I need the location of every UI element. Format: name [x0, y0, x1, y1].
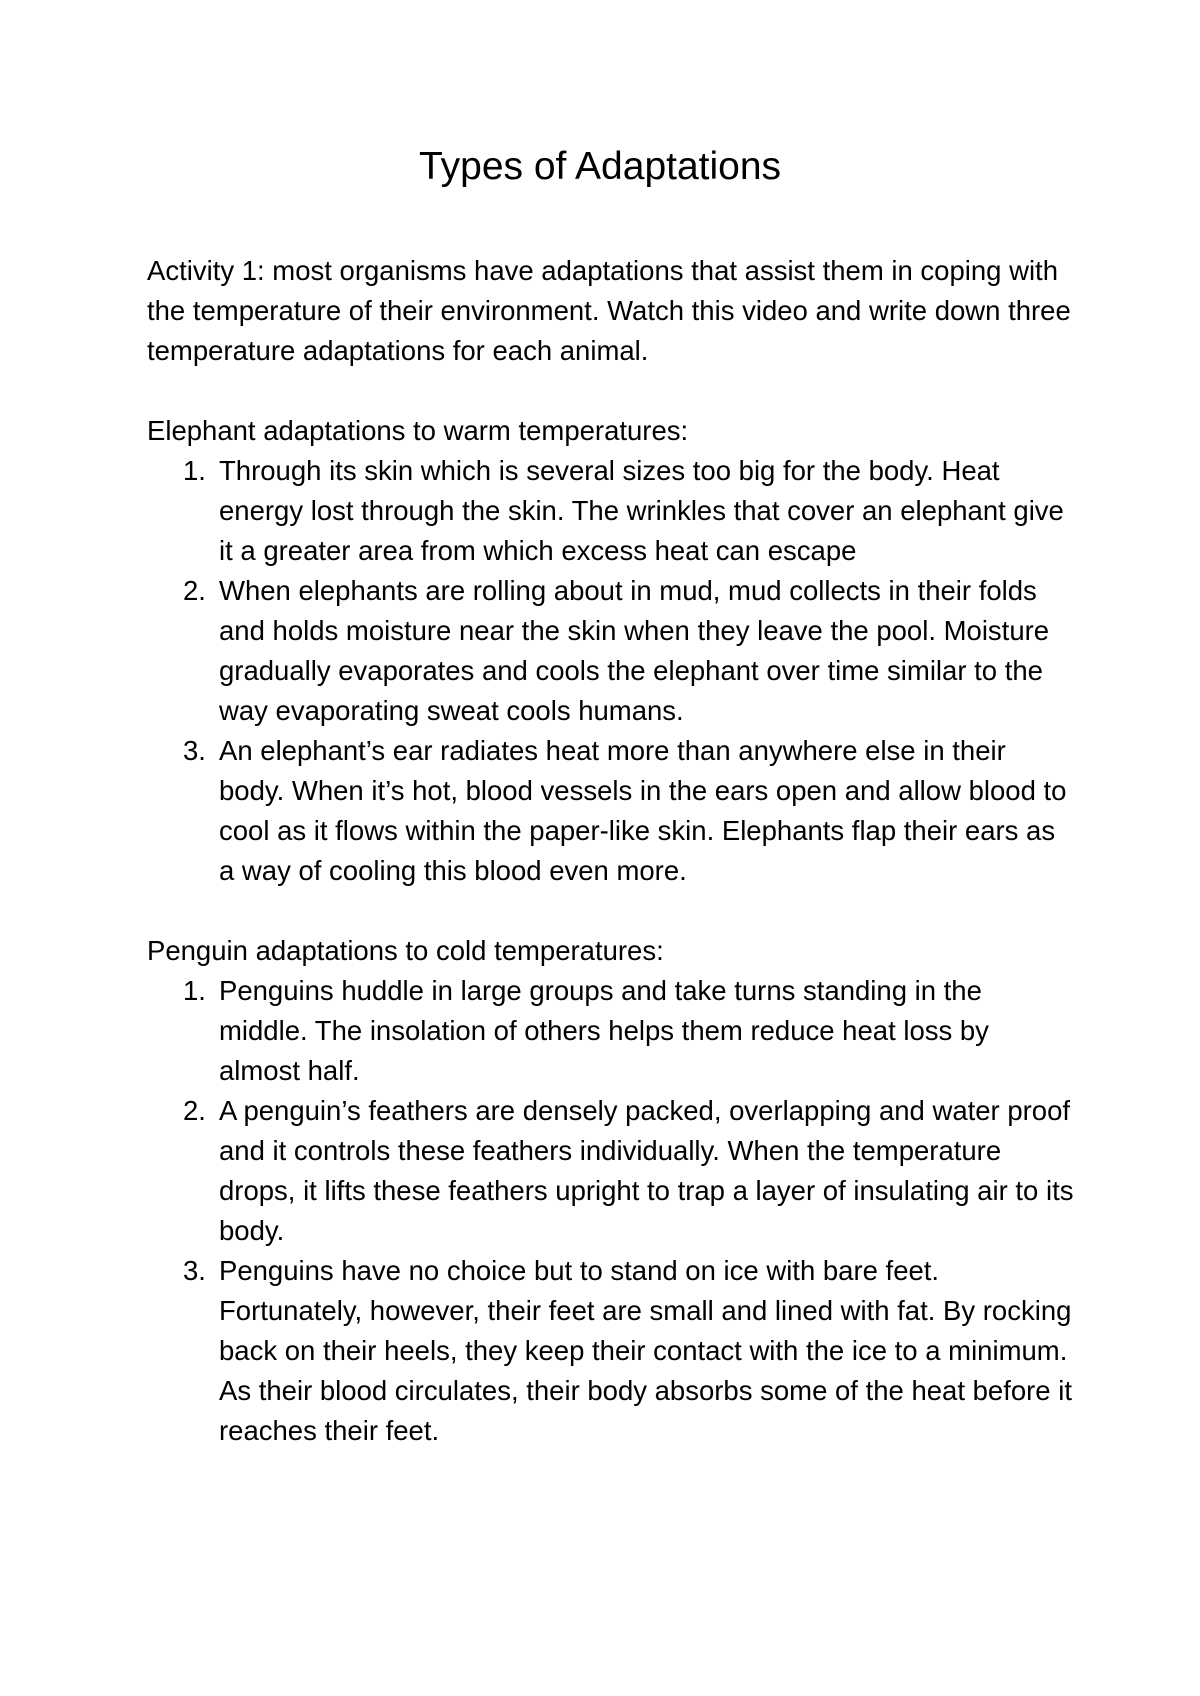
list-number: 2.	[183, 1095, 206, 1126]
list-item	[147, 731, 1077, 891]
list-item-text: A penguin’s feathers are densely packed, overlapping and water proof and it controls these feathers individually. When the temperature drops, it lifts these feathers upright to trap a layer of insulating air to its body.	[219, 1095, 1074, 1246]
penguin-adaptation-list	[147, 971, 1077, 1451]
list-item-text: Penguins huddle in large groups and take turns standing in the middle. The insolation of others helps them reduce heat loss by almost half.	[219, 975, 989, 1086]
list-item	[147, 1251, 1077, 1451]
list-item	[147, 1091, 1077, 1251]
elephant-section	[147, 411, 1077, 891]
list-item	[147, 571, 1077, 731]
document-body	[147, 251, 1077, 1451]
list-item-text: Penguins have no choice but to stand on ice with bare feet. Fortunately, however, their feet are small and lined with fat. By rocking back on their heels, they keep their contact with the ice to a minimum. As their blood circulates, their body absorbs some of the heat before it reaches their feet.	[219, 1255, 1072, 1446]
list-item	[147, 451, 1077, 571]
page-title: Types of Adaptations	[418, 145, 782, 188]
list-item	[147, 971, 1077, 1091]
list-number: 1.	[183, 455, 206, 486]
list-number: 3.	[183, 1255, 206, 1286]
penguin-section	[147, 931, 1077, 1451]
paragraph-spacer	[147, 891, 1077, 931]
list-number: 3.	[183, 735, 206, 766]
list-item-text: When elephants are rolling about in mud, mud collects in their folds and holds moisture near the skin when they leave the pool. Moisture gradually evaporates and cools the elephant over time similar to the way evaporating sweat cools humans.	[219, 575, 1050, 726]
list-number: 2.	[183, 575, 206, 606]
elephant-adaptation-list	[147, 451, 1077, 891]
list-item-text: Through its skin which is several sizes too big for the body. Heat energy lost through the skin. The wrinkles that cover an elephant give it a greater area from which excess heat can escape	[219, 455, 1064, 566]
list-number: 1.	[183, 975, 206, 1006]
list-item-text: An elephant’s ear radiates heat more than anywhere else in their body. When it’s hot, blood vessels in the ears open and allow blood to cool as it flows within the paper-like skin. Elephants flap their ears as a way of cooling this blood even more.	[219, 735, 1067, 886]
paragraph-spacer	[147, 371, 1077, 411]
activity-intro: Activity 1: most organisms have adaptations that assist them in coping with the temperature of their environment. Watch this video and write down three temperature adaptations for each animal.	[147, 255, 1071, 366]
elephant-heading: Elephant adaptations to warm temperatures:	[147, 415, 689, 446]
penguin-heading: Penguin adaptations to cold temperatures:	[147, 935, 664, 966]
